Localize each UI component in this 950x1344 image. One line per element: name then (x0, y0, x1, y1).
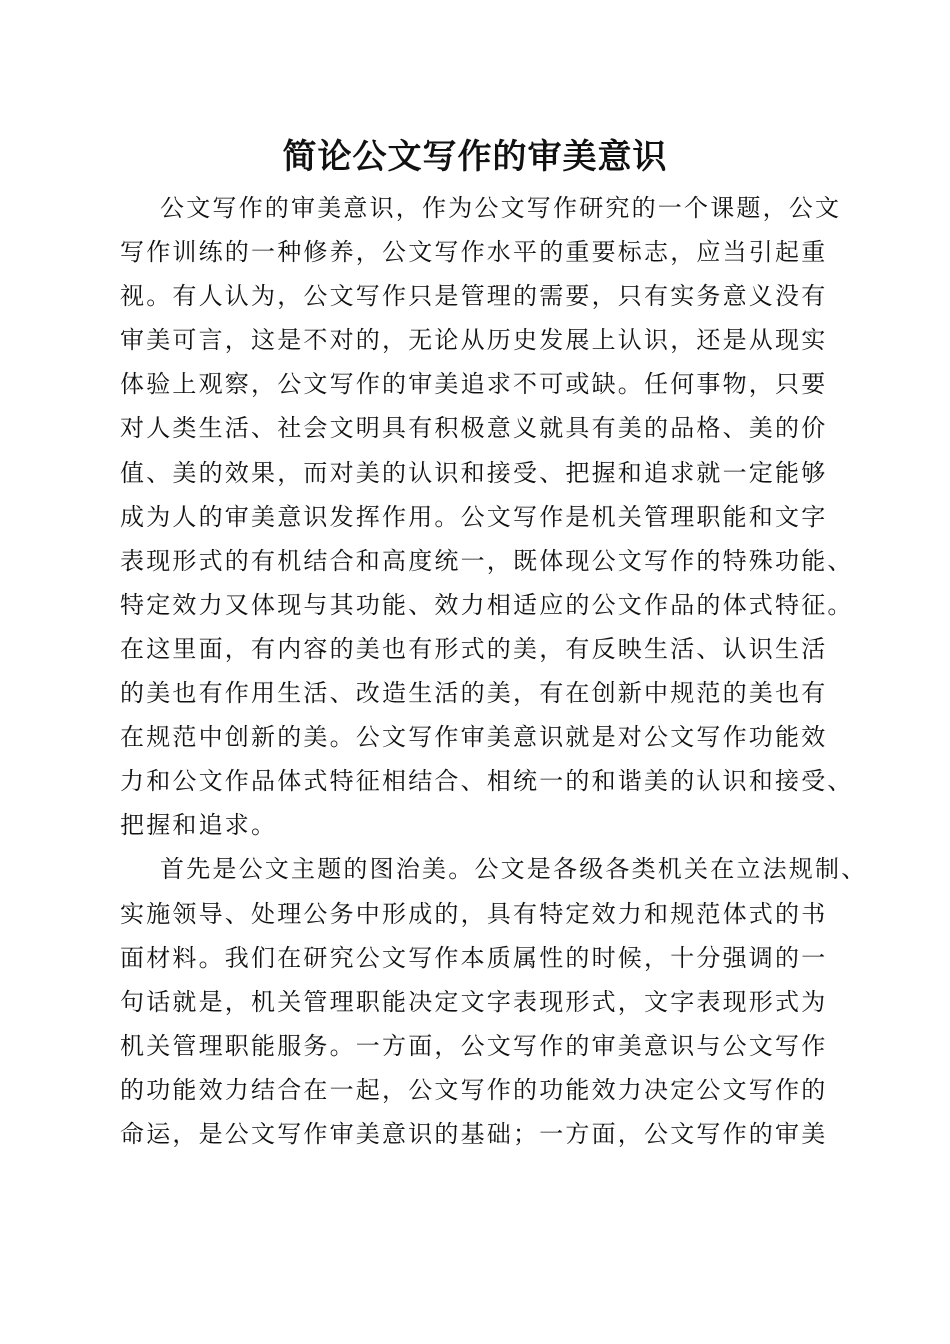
text-line: 值、美的效果，而对美的认识和接受、把握和追求就一定能够 (120, 458, 828, 487)
text-line: 句话就是，机关管理职能决定文字表现形式，文字表现形式为 (120, 987, 828, 1016)
text-line: 特定效力又体现与其功能、效力相适应的公文作品的体式特征。 (120, 590, 854, 619)
text-line: 面材料。我们在研究公文写作本质属性的时候，十分强调的一 (120, 943, 828, 972)
text-line: 审美可言，这是不对的，无论从历史发展上认识，还是从现实 (120, 326, 828, 355)
text-line: 在规范中创新的美。公文写作审美意识就是对公文写作功能效 (120, 723, 828, 752)
document-title: 简论公文写作的审美意识 (282, 137, 668, 177)
paragraph-2 (120, 847, 868, 1156)
text-line: 在这里面，有内容的美也有形式的美，有反映生活、认识生活 (120, 634, 828, 663)
text-line: 的功能效力结合在一起，公文写作的功能效力决定公文写作的 (120, 1075, 828, 1104)
text-line: 命运，是公文写作审美意识的基础；一方面，公文写作的审美 (120, 1119, 828, 1148)
text-line: 机关管理职能服务。一方面，公文写作的审美意识与公文写作 (120, 1031, 828, 1060)
text-line: 力和公文作品体式特征相结合、相统一的和谐美的认识和接受、 (120, 767, 854, 796)
text-line: 把握和追求。 (120, 811, 278, 840)
text-line: 视。有人认为，公文写作只是管理的需要，只有实务意义没有 (120, 282, 828, 311)
text-line: 表现形式的有机结合和高度统一，既体现公文写作的特殊功能、 (120, 546, 854, 575)
document-body (120, 186, 868, 1156)
paragraph-1 (120, 186, 854, 847)
text-line: 体验上观察，公文写作的审美追求不可或缺。任何事物，只要 (120, 370, 828, 399)
text-line: 写作训练的一种修养，公文写作水平的重要标志，应当引起重 (120, 238, 828, 267)
text-line: 成为人的审美意识发挥作用。公文写作是机关管理职能和文字 (120, 502, 828, 531)
text-line: 公文写作的审美意识，作为公文写作研究的一个课题，公文 (160, 194, 842, 222)
text-line: 首先是公文主题的图治美。公文是各级各类机关在立法规制、 (160, 855, 868, 884)
text-line: 对人类生活、社会文明具有积极意义就具有美的品格、美的价 (120, 414, 828, 443)
text-line: 实施领导、处理公务中形成的，具有特定效力和规范体式的书 (120, 899, 828, 928)
text-line: 的美也有作用生活、改造生活的美，有在创新中规范的美也有 (120, 679, 828, 708)
